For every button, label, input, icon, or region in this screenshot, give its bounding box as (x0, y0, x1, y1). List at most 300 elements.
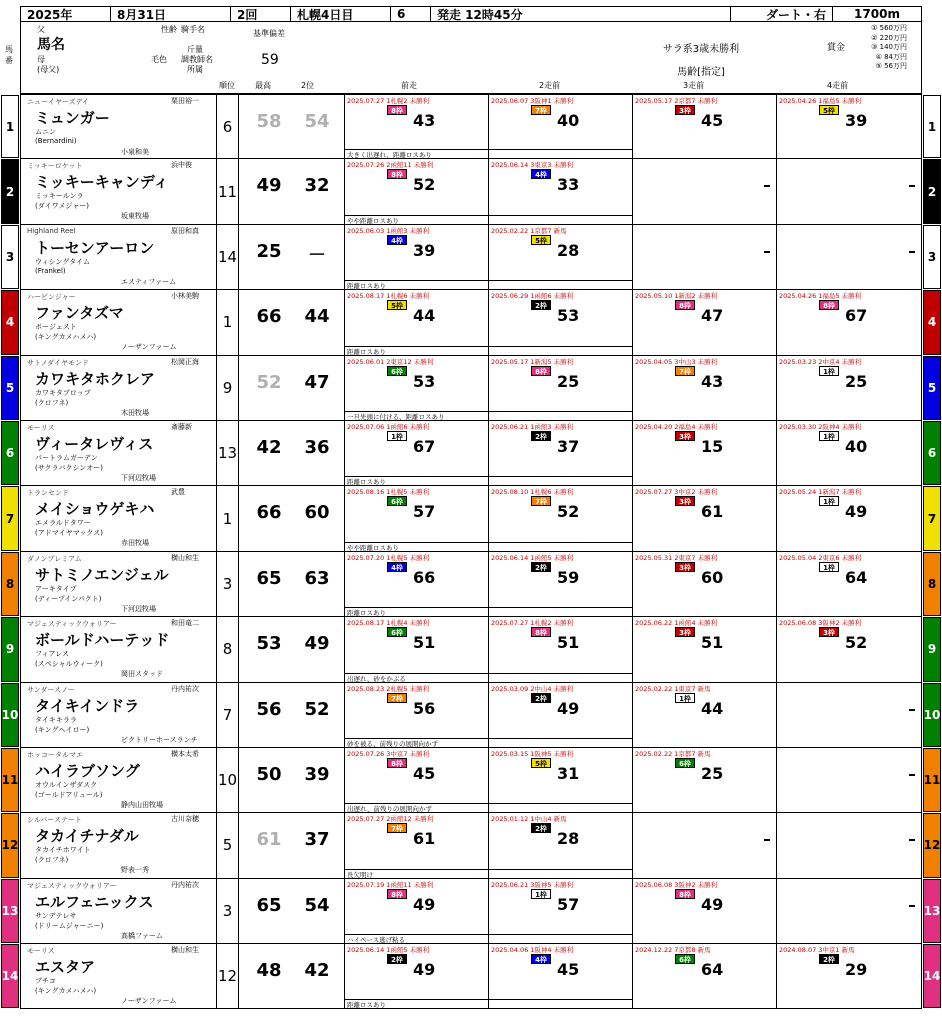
horse-row (5, 94, 937, 160)
race-comment: 出遅れ、前残りの展開向かず (345, 803, 633, 812)
past-race-frame: 5枠 (531, 758, 551, 768)
past-race-index: 52 (413, 175, 436, 195)
past-race-frame: 8枠 (387, 758, 407, 768)
second-index: 37 (304, 829, 330, 851)
past-race (489, 225, 633, 289)
empty-slot (909, 839, 915, 841)
horse-name: エルフェニックス (35, 892, 154, 911)
past-race-index: 40 (845, 436, 868, 456)
horse-info (21, 95, 217, 158)
second-index: 54 (304, 111, 330, 132)
damsire-name: (クロフネ) (35, 856, 69, 865)
past-race-date: 2025.07.26 3中京7 未勝利 (347, 749, 430, 758)
jockey-name: 和田竜二 (171, 619, 199, 628)
speed-index (239, 225, 345, 289)
second-index: 63 (304, 567, 330, 589)
jockey-name: 栗田裕一 (171, 97, 199, 105)
past-race-index: 31 (557, 763, 580, 783)
past-race (777, 290, 921, 354)
damsire-name: (ディープインパクト) (35, 594, 102, 603)
horse-row (5, 421, 937, 487)
past-race (489, 486, 633, 550)
past-race-frame: 8枠 (675, 300, 695, 310)
empty-slot (909, 185, 915, 187)
sire-name: ハービンジャー (27, 293, 76, 302)
breeder-name: 下河辺牧場 (121, 473, 156, 482)
dam-name: パートラムガーデン (35, 453, 98, 462)
jockey-name: 武豊 (171, 488, 185, 497)
past-race-date: 2025.06.14 3東京3 未勝利 (491, 161, 574, 170)
gate-number-left: 1 (1, 95, 19, 158)
past-race-frame: 2枠 (531, 693, 551, 703)
breeder-name: エスティファーム (121, 277, 177, 286)
second-index: 39 (304, 763, 330, 785)
past-race-date: 2025.06.29 1函館6 未勝利 (491, 292, 574, 301)
best-index: 50 (256, 763, 282, 785)
rank-order: 1 (217, 290, 239, 354)
past-race (345, 879, 489, 943)
past-race-date: 2025.08.16 1札幌5 未勝利 (347, 488, 430, 497)
race-comment: やや距離ロスあり (345, 542, 633, 551)
dam-name: ウィシングタイム (35, 257, 90, 266)
damsire-name: (スペシャルウィーク) (35, 660, 103, 669)
trainer-label: 調教師名 (181, 55, 213, 64)
gate-number-right: 2 (923, 159, 941, 223)
past-race-frame: 4枠 (531, 954, 551, 964)
horse-row (5, 225, 937, 291)
past-race (489, 944, 633, 1008)
sire-name: ミッキーロケット (27, 162, 83, 171)
past-race (777, 356, 921, 420)
owner-label: 所属 (187, 65, 203, 74)
past-race (345, 748, 489, 812)
past-race-frame: 8枠 (819, 300, 839, 310)
past-race-index: 28 (557, 240, 580, 260)
past-race (777, 159, 921, 223)
damsire-name: (Bernardini) (35, 137, 77, 145)
breeder-name: 坂東牧場 (121, 212, 149, 221)
damsire-name: (ドリームジャーニー) (35, 921, 104, 930)
past-race (489, 683, 633, 747)
sire-label: 父 (37, 25, 45, 34)
past-race-frame: 1枠 (819, 431, 839, 441)
dam-name: タカイチホワイト (35, 846, 91, 855)
second-index: 54 (304, 894, 330, 916)
past-race-date: 2025.06.21 1函館3 未勝利 (491, 422, 574, 431)
rank-order: 9 (217, 356, 239, 420)
sire-name: モーリス (27, 947, 55, 956)
empty-slot (909, 251, 915, 253)
gate-number-right: 1 (923, 95, 941, 158)
horse-name: トーセンアーロン (35, 238, 155, 257)
breeder-name: 静内山田牧場 (121, 800, 163, 809)
past-race-index: 25 (845, 371, 868, 391)
race-distance: 1700m (854, 7, 900, 21)
past-race-index: 25 (701, 763, 724, 783)
past-race-frame: 3枠 (675, 627, 695, 637)
best-index: 52 (256, 371, 282, 393)
gate-number-left: 3 (1, 225, 19, 289)
breeder-name: 高橋ファーム (121, 931, 163, 940)
bench-label: 基準偏差 (253, 29, 285, 38)
past-race-date: 2025.05.31 2東京7 未勝利 (635, 553, 718, 562)
past-race (777, 879, 921, 943)
past-race-index: 33 (557, 175, 580, 195)
past-race (345, 617, 489, 681)
past-race (489, 421, 633, 485)
past-race (345, 944, 489, 1008)
breeder-name: 下河辺牧場 (121, 604, 156, 613)
race-comment: 距離ロスあり (345, 346, 633, 355)
speed-index (239, 879, 345, 943)
gate-number-right: 9 (923, 617, 941, 681)
best-label: 最高 (255, 81, 271, 90)
second-index: 44 (304, 306, 330, 328)
second-label: 2位 (301, 81, 315, 90)
horse-name: ミッキーキャンディ (35, 173, 169, 192)
horse-row (5, 552, 937, 618)
damsire-label: (母父) (37, 65, 60, 74)
past-race-frame: 6枠 (675, 954, 695, 964)
empty-slot (764, 185, 770, 187)
rank-order: 7 (217, 683, 239, 747)
prize-label: 賞金 (827, 43, 846, 53)
dam-name: アーキタイプ (35, 584, 77, 593)
past-race-date: 2025.07.19 1函館11 未勝利 (347, 880, 434, 889)
sire-name: トランセンド (27, 489, 69, 498)
past-race-index: 66 (413, 567, 436, 587)
past-race (489, 290, 633, 354)
prize-3: ③ 140万円 (871, 43, 907, 51)
gate-number-right: 3 (923, 225, 941, 289)
horse-row (1, 748, 941, 814)
horse-info (21, 748, 217, 812)
gate-number-left: 5 (1, 356, 19, 420)
past-race-index: 49 (701, 894, 724, 914)
past-race-date: 2025.06.21 3阪神5 未勝利 (491, 880, 574, 889)
horse-info (21, 225, 217, 289)
race-comment: 一旦先頭に付ける、距離ロスあり (345, 411, 633, 420)
gate-number-left: 12 (1, 813, 19, 877)
race-condition: 馬齢[指定] (677, 67, 725, 78)
dam-name: フィアレス (35, 650, 69, 659)
past-race-date: 2025.04.06 1阪神4 未勝利 (491, 946, 574, 955)
race-comment: 出遅れ、砂をかぶる (345, 673, 633, 682)
past-race (345, 159, 489, 223)
past-race-index: 53 (413, 371, 436, 391)
past-race-frame: 6枠 (387, 627, 407, 637)
jockey-name: 松岡正海 (171, 357, 199, 366)
horse-info (21, 617, 217, 681)
sire-name: マジェスティックウォリアー (27, 620, 117, 629)
gate-number-right: 10 (923, 683, 941, 747)
gate-label: 馬番 (5, 45, 13, 65)
past-race-date: 2025.06.08 3阪神2 未勝利 (779, 619, 862, 628)
past-race-index: 57 (413, 502, 436, 522)
rank-order: 11 (217, 159, 239, 223)
past-race-index: 45 (413, 763, 436, 783)
past-race-frame: 5枠 (819, 105, 839, 115)
sire-name: マジェスティックウォリアー (27, 881, 117, 890)
past-race (489, 159, 633, 223)
best-index: 61 (256, 829, 282, 851)
past-race-index: 64 (845, 567, 868, 587)
jockey-name: 丹内祐次 (171, 880, 199, 889)
horse-row (1, 813, 941, 879)
past-race-frame: 8枠 (675, 889, 695, 899)
past-race-frame: 3枠 (675, 562, 695, 572)
past-race-date: 2025.02.22 1京都7 新馬 (491, 226, 567, 235)
past-race-date: 2025.07.27 3中京2 未勝利 (635, 488, 718, 497)
breeder-name: 岡田スタッド (121, 670, 163, 679)
race-comment: 長欠明け (345, 869, 633, 878)
past-race (633, 944, 777, 1008)
past-race-frame: 8枠 (531, 627, 551, 637)
past-race-date: 2025.05.17 2京都7 未勝利 (635, 97, 718, 105)
breeder-name: ビクトリーホースランチ (121, 735, 198, 744)
best-index: 66 (256, 502, 282, 524)
second-index: 36 (304, 436, 330, 458)
past-race-frame: 4枠 (387, 562, 407, 572)
horse-row (5, 356, 937, 421)
prev3-label: 3走前 (683, 81, 705, 90)
past-race (633, 683, 777, 747)
gate-number-right: 5 (923, 356, 941, 420)
past-race-date: 2025.01.12 1中山4 新馬 (491, 815, 567, 824)
past-race-index: 61 (701, 502, 724, 522)
past-race-date: 2025.02.22 1東京7 新馬 (635, 684, 711, 693)
horse-info (21, 879, 217, 943)
breeder-name: ノーザンファーム (121, 343, 177, 352)
rank-order: 6 (217, 95, 239, 158)
past-race-date: 2025.07.26 2函館11 未勝利 (347, 161, 434, 170)
best-index: 48 (256, 960, 282, 982)
past-race-date: 2025.05.04 2東京6 未勝利 (779, 553, 862, 562)
best-index: 65 (256, 894, 282, 916)
best-index: 58 (256, 111, 282, 132)
past-race (345, 421, 489, 485)
speed-index (239, 290, 345, 354)
race-round: 2回 (231, 7, 291, 21)
past-race-index: 25 (557, 371, 580, 391)
past-race (633, 748, 777, 812)
speed-index (239, 95, 345, 158)
horse-row (5, 290, 937, 356)
past-race (633, 95, 777, 158)
rank-order: 12 (217, 944, 239, 1008)
past-race-index: 51 (413, 633, 436, 653)
sire-name: サトノダイヤモンド (27, 358, 89, 367)
damsire-name: (Frankel) (35, 266, 66, 275)
past-race-index: 67 (413, 436, 436, 456)
rank-order: 13 (217, 421, 239, 485)
sub-header (5, 22, 922, 94)
past-race-index: 52 (557, 502, 580, 522)
best-index: 25 (256, 240, 282, 262)
past-race (777, 617, 921, 681)
horse-info (21, 813, 217, 877)
past-race (345, 290, 489, 354)
jockey-name: 横山和生 (171, 553, 199, 562)
horse-row (1, 879, 941, 945)
gate-number-right: 14 (923, 944, 941, 1008)
race-comment: 距離ロスあり (345, 476, 633, 485)
past-race (345, 552, 489, 616)
speed-index (239, 748, 345, 812)
best-index: 65 (256, 567, 282, 589)
gate-number-left: 9 (1, 617, 19, 681)
empty-slot (764, 839, 770, 841)
gate-number-left: 13 (1, 879, 19, 943)
speed-index (239, 421, 345, 485)
second-index: － (308, 244, 326, 266)
best-index: 66 (256, 306, 282, 328)
horse-name: ファンタズマ (35, 304, 124, 323)
past-race-frame: 7枠 (387, 693, 407, 703)
horse-name: タイキインドラ (35, 696, 140, 715)
past-race-index: 49 (413, 960, 436, 980)
damsire-name: (キングカメハメハ) (35, 987, 97, 996)
race-post-time: 発走 12時45分 (431, 7, 731, 21)
past-race-date: 2025.05.10 1新潟2 未勝利 (635, 292, 718, 301)
past-race-index: 47 (701, 306, 724, 326)
best-index: 56 (256, 698, 282, 720)
past-race-frame: 1枠 (819, 366, 839, 376)
past-race-date: 2025.06.03 1函館3 未勝利 (347, 226, 430, 235)
breeder-name: 赤田牧場 (121, 539, 149, 548)
gate-number-left: 7 (1, 486, 19, 550)
past-race-index: 60 (701, 567, 724, 587)
sire-name: ダノンプレミアム (27, 554, 82, 563)
prev2-label: 2走前 (539, 81, 561, 90)
jockey-name: 横本太希 (171, 749, 199, 758)
race-surface: ダート・右 (731, 7, 833, 21)
sire-name: モーリス (27, 423, 55, 432)
past-race-frame: 8枠 (387, 889, 407, 899)
past-race-index: 43 (413, 111, 436, 130)
past-race-index: 51 (557, 633, 580, 653)
color-label: 毛色 (151, 55, 167, 64)
past-race-date: 2025.04.26 1福島5 未勝利 (779, 97, 862, 105)
race-meeting: 札幌4日目 (291, 7, 391, 21)
rank-order: 5 (217, 813, 239, 877)
weight-label: 斤量 (187, 45, 203, 54)
past-race-date: 2025.05.17 1新潟5 未勝利 (491, 357, 574, 366)
horse-info (21, 944, 217, 1008)
sire-name: シルバーステート (27, 816, 82, 825)
past-race-frame: 8枠 (531, 366, 551, 376)
past-race-frame: 2枠 (387, 954, 407, 964)
speed-index (239, 486, 345, 550)
jockey-name: 原田和真 (171, 226, 199, 235)
empty-slot (909, 709, 915, 711)
past-race-frame: 2枠 (531, 562, 551, 572)
speed-index (239, 683, 345, 747)
past-race-index: 40 (557, 111, 580, 130)
past-race-frame: 1枠 (387, 431, 407, 441)
past-race-date: 2025.06.22 1函館4 未勝利 (635, 619, 718, 628)
past-race-date: 2025.02.22 1京都7 新馬 (635, 749, 711, 758)
dam-name: エメラルドタワー (35, 519, 91, 528)
past-race (345, 95, 489, 158)
past-race-frame: 3枠 (675, 105, 695, 115)
past-race (489, 879, 633, 943)
past-race-date: 2025.03.15 1阪神5 未勝利 (491, 749, 574, 758)
past-race-date: 2025.04.26 1福島5 未勝利 (779, 292, 862, 301)
past-race (345, 225, 489, 289)
past-race-index: 52 (845, 633, 868, 653)
past-race (489, 748, 633, 812)
name-label: 馬名 (37, 37, 65, 53)
prize-1: ① 560万円 (871, 24, 907, 32)
jockey-name: 丹内祐次 (171, 684, 199, 693)
race-comment: 距離ロスあり (345, 607, 633, 616)
past-race-index: 45 (557, 960, 580, 980)
race-comment: 砂を被る、前残りの展開向かず (345, 738, 633, 747)
past-race-date: 2025.03.30 2阪神4 未勝利 (779, 422, 862, 431)
past-race-index: 45 (701, 111, 724, 130)
second-index: 49 (304, 633, 330, 655)
past-race-date: 2025.06.14 1函館5 未勝利 (347, 946, 430, 955)
sire-name: ホッコータルマエ (27, 750, 83, 759)
speed-index (239, 356, 345, 420)
prev1-label: 前走 (401, 81, 417, 90)
past-race (633, 486, 777, 550)
gate-number-right: 13 (923, 879, 941, 943)
sire-name: サンダースノー (27, 685, 75, 694)
jockey-name: 浜中俊 (171, 161, 192, 170)
damsire-name: (キングカメハメハ) (35, 333, 97, 342)
past-race (489, 356, 633, 420)
past-race (633, 290, 777, 354)
dam-name: カワキタプロップ (35, 388, 91, 397)
past-race-date: 2025.07.27 2函館12 未勝利 (347, 815, 434, 824)
past-race-frame: 1枠 (675, 693, 695, 703)
past-race-index: 43 (701, 371, 724, 391)
past-race-frame: 6枠 (387, 496, 407, 506)
horse-row (5, 617, 937, 683)
past-race (345, 683, 489, 747)
bench-value: 59 (261, 52, 279, 68)
gate-number-right: 8 (923, 552, 941, 616)
past-race (489, 95, 633, 158)
horse-name: ミュンガー (35, 109, 110, 127)
past-race-frame: 1枠 (819, 496, 839, 506)
past-race-frame: 1枠 (819, 562, 839, 572)
past-race-frame: 8枠 (387, 105, 407, 115)
past-race-frame: 3枠 (675, 431, 695, 441)
breeder-name: ノーザンファーム (121, 997, 177, 1006)
past-race-index: 56 (413, 698, 436, 718)
speed-index (239, 944, 345, 1008)
dam-name: ミッキールンラ (35, 192, 84, 201)
horse-row (5, 159, 937, 225)
past-race (633, 356, 777, 420)
gate-number-left: 2 (1, 159, 19, 223)
past-race-frame: 2枠 (531, 300, 551, 310)
past-race-frame: 1枠 (531, 889, 551, 899)
past-race (777, 486, 921, 550)
gate-number-left: 14 (1, 944, 19, 1008)
order-label: 順位 (219, 81, 235, 90)
past-race-date: 2025.07.27 1札幌2 未勝利 (347, 97, 430, 105)
speed-index (239, 813, 345, 877)
past-race-frame: 7枠 (531, 496, 551, 506)
horse-name: エスタア (35, 958, 96, 977)
past-race (345, 486, 489, 550)
jockey-name: 斎藤新 (171, 422, 192, 431)
second-index: 60 (304, 502, 330, 524)
